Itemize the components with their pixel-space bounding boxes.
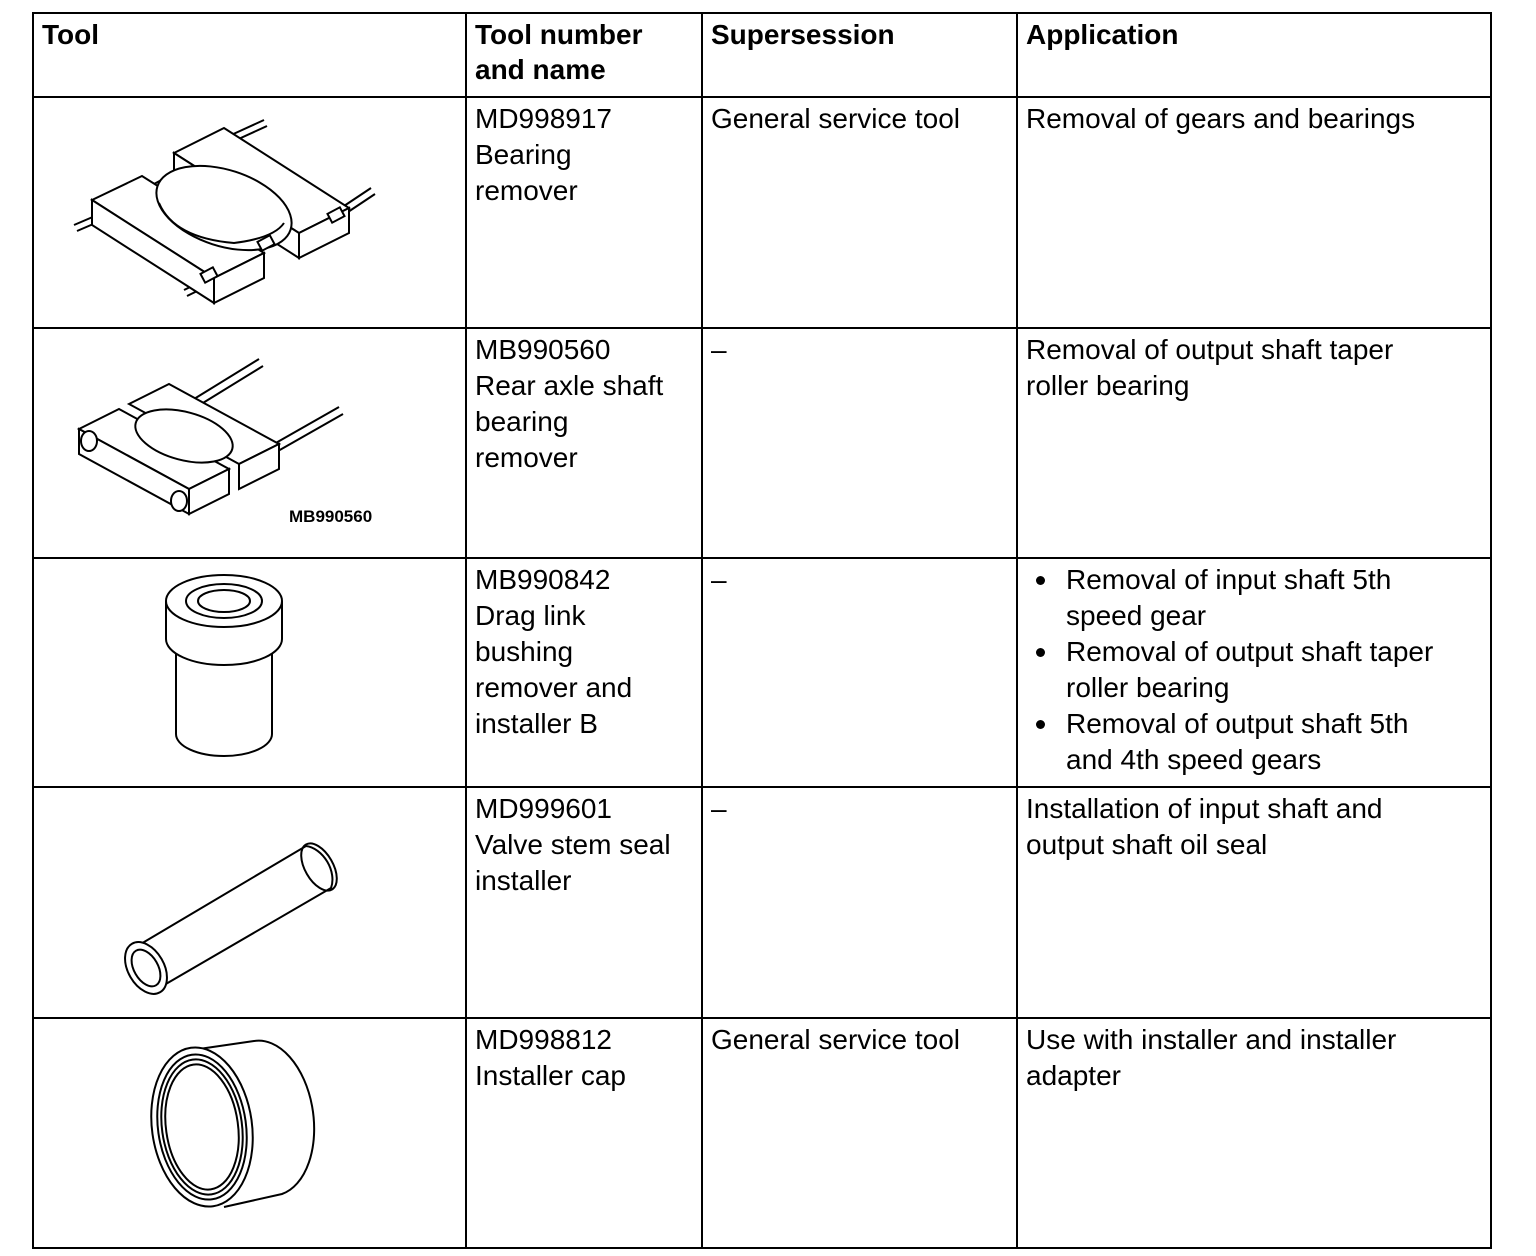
table-row [33,328,1491,558]
list-item: Removal of input shaft 5th speed gear [1026,562,1482,634]
tool-illustration-cell [33,328,466,558]
application-cell: Installation of input shaft and output shaft oil seal [1017,787,1491,1018]
tool-number-cell [466,1018,702,1248]
tool-number: MD999601 [475,793,612,824]
header-tool: Tool [33,13,466,97]
header-supersession: Supersession [702,13,1017,97]
tool-number: MB990842 [475,564,611,595]
header-row [33,13,1491,97]
list-item: Removal of output shaft taper roller bearing [1026,634,1482,706]
tool-number-cell [466,558,702,787]
bearing-separator-icon [34,98,467,329]
tool-illustration-cell [33,1018,466,1248]
supersession-cell: – [702,558,1017,787]
application-cell: Removal of output shaft taper roller bearing [1017,328,1491,558]
installer-cap-icon [34,1019,467,1249]
tool-number-cell [466,97,702,328]
tool-name: Bearing remover [475,139,578,206]
tool-number: MD998812 [475,1024,612,1055]
bushing-remover-icon [34,559,467,788]
table-row [33,787,1491,1018]
supersession-cell: – [702,328,1017,558]
table-row [33,558,1491,787]
rear-axle-bearing-remover-icon [34,329,467,559]
tool-illustration-cell [33,558,466,787]
application-cell: Removal of gears and bearings [1017,97,1491,328]
supersession-cell: – [702,787,1017,1018]
list-item: Removal of output shaft 5th and 4th speed gears [1026,706,1482,778]
tool-number: MD998917 [475,103,612,134]
tool-illustration-cell [33,97,466,328]
table-row [33,97,1491,328]
figure-label: MB990560 [289,507,373,526]
tool-number-cell [466,328,702,558]
tool-name: Valve stem seal installer [475,829,671,896]
tool-number: MB990560 [475,334,611,365]
application-cell: Use with installer and installer adapter [1017,1018,1491,1248]
application-list [1026,562,1482,778]
tool-name: Rear axle shaft bearing remover [475,370,664,473]
tube-installer-icon [34,788,467,1019]
tool-illustration-cell [33,787,466,1018]
supersession-cell: General service tool [702,1018,1017,1248]
tool-name: Installer cap [475,1060,626,1091]
application-cell [1017,558,1491,787]
tool-name: Drag link bushing remover and installer B [475,600,633,739]
table-row [33,1018,1491,1248]
header-tool-number: Tool number and name [466,13,702,97]
special-tools-table [32,12,1492,1249]
supersession-cell: General service tool [702,97,1017,328]
header-application: Application [1017,13,1491,97]
tool-number-cell [466,787,702,1018]
